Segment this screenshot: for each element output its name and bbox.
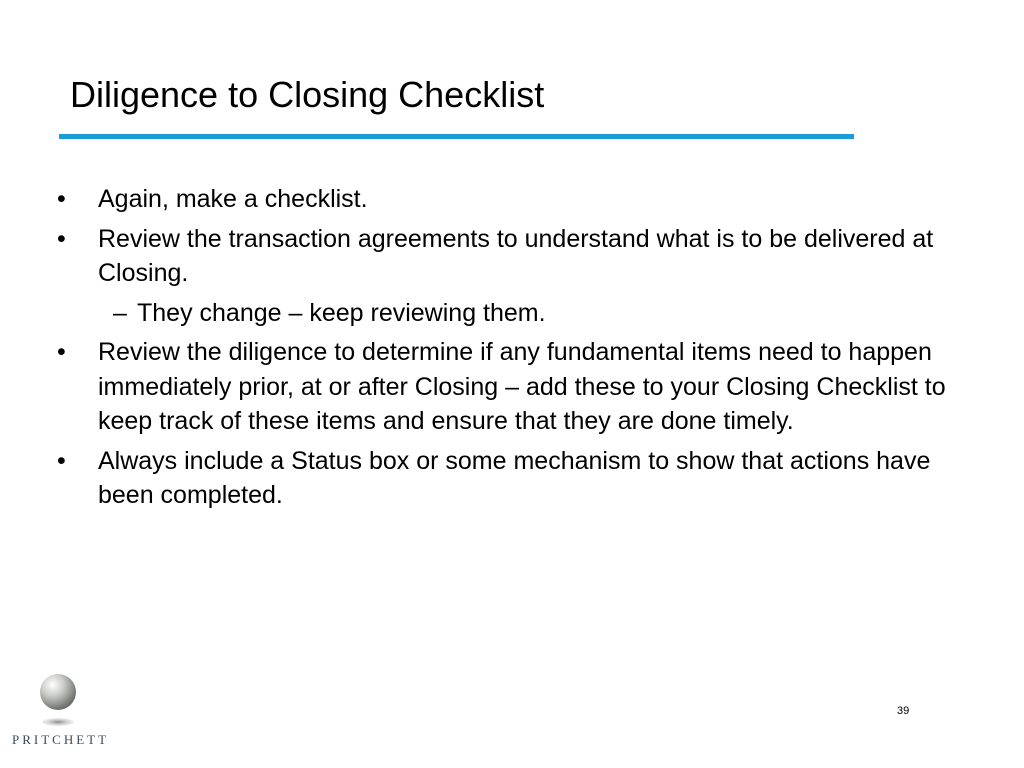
bullet-marker: •	[57, 446, 66, 475]
bullet-marker: •	[57, 224, 66, 253]
bullet-text: Again, make a checklist.	[98, 185, 368, 213]
page-number: 39	[897, 705, 910, 717]
sub-bullet-marker: –	[113, 298, 127, 327]
pritchett-logo	[8, 670, 112, 750]
bullet-item	[57, 182, 957, 217]
bullet-text: Review the transaction agreements to understand what is to be delivered at Closing.	[98, 224, 934, 287]
bullet-text: Review the diligence to determine if any fundamental items need to happen immediately prior, at or after Closing – add these to your Closing Checklist to keep track of these items and ensure that they are done timely.	[98, 338, 946, 435]
sub-bullet-item	[57, 296, 957, 331]
bullet-item	[57, 222, 957, 291]
bullet-item	[57, 335, 957, 439]
title-underline	[59, 134, 854, 139]
slide-title: Diligence to Closing Checklist	[70, 74, 545, 115]
bullet-item	[57, 444, 957, 513]
logo-wordmark: PRITCHETT	[12, 732, 110, 747]
bullet-marker: •	[57, 185, 66, 213]
sub-bullet-text: They change – keep reviewing them.	[137, 298, 546, 327]
bullet-list	[57, 182, 957, 518]
bullet-marker: •	[57, 338, 66, 366]
bullet-text: Always include a Status box or some mechanism to show that actions have been completed.	[98, 446, 931, 509]
sphere-logo-icon	[36, 670, 80, 730]
